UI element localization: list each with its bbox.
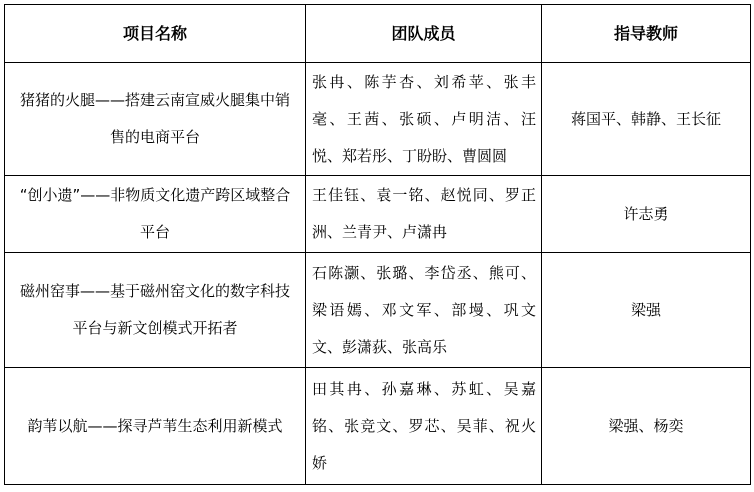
project-name-cell: 磁州窑事——基于磁州窑文化的数字科技平台与新文创模式开拓者 [5, 253, 306, 368]
projects-table [4, 4, 751, 485]
mentor-cell: 梁强、杨奕 [542, 368, 751, 485]
team-members-cell: 王佳钰、袁一铭、赵悦同、罗正洲、兰青尹、卢潇冉 [306, 176, 542, 253]
mentor-cell: 蒋国平、韩静、王长征 [542, 63, 751, 176]
table-header-row [5, 5, 751, 63]
table-row [5, 63, 751, 176]
project-name-cell: 猪猪的火腿——搭建云南宣威火腿集中销售的电商平台 [5, 63, 306, 176]
mentor-cell: 许志勇 [542, 176, 751, 253]
header-project-name: 项目名称 [5, 5, 306, 63]
table-row [5, 368, 751, 485]
project-name-cell: “创小遗”——非物质文化遗产跨区域整合平台 [5, 176, 306, 253]
project-name-cell: 韵苇以航——探寻芦苇生态利用新模式 [5, 368, 306, 485]
table-row [5, 176, 751, 253]
team-members-cell: 田其冉、孙嘉琳、苏虹、吴嘉铭、张竞文、罗芯、吴菲、祝火娇 [306, 368, 542, 485]
mentor-cell: 梁强 [542, 253, 751, 368]
header-team-members: 团队成员 [306, 5, 542, 63]
team-members-cell: 张冉、陈芋杏、刘希苹、张丰毫、王茜、张硕、卢明洁、汪悦、郑若彤、丁盼盼、曹圆圆 [306, 63, 542, 176]
header-mentor: 指导教师 [542, 5, 751, 63]
team-members-cell: 石陈灏、张璐、李岱丞、熊可、梁语嫣、邓文军、部墁、巩文文、彭潇荻、张高乐 [306, 253, 542, 368]
table-row [5, 253, 751, 368]
